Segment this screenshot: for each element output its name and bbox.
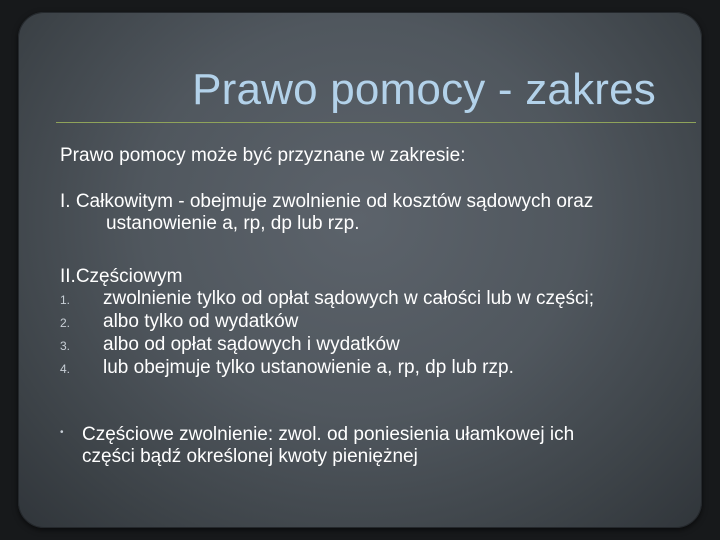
bullet-icon: • [60,427,64,438]
list-item [60,357,700,380]
note-line-1: Częściowe zwolnienie: zwol. od poniesienia ułamkowej ich [82,424,575,446]
slide-title: Prawo pomocy - zakres [192,65,656,114]
note-line-2: części bądź określonej kwoty pieniężnej [82,446,418,468]
list-number: 1. [60,293,71,307]
list-number: 2. [60,316,71,330]
slide-card [18,12,702,528]
intro-text: Prawo pomocy może być przyznane w zakresie: [60,145,466,166]
list-item-text: lub obejmuje tylko ustanowienie a, rp, dp lub rzp. [103,357,514,378]
list-item-text: albo tylko od wydatków [103,311,299,332]
list-item [60,334,700,357]
section-1-line-1: I. Całkowitym - obejmuje zwolnienie od kosztów sądowych oraz [60,191,594,212]
list-item [60,311,700,334]
note-bullet-item [60,424,700,446]
section-2-heading: II.Częściowym [60,266,183,287]
list-number: 4. [60,362,71,376]
list-number: 3. [60,339,71,353]
section-1-line-2: ustanowienie a, rp, dp lub rzp. [106,213,360,234]
title-divider [56,122,696,123]
list-item [60,288,700,311]
list-item-text: albo od opłat sądowych i wydatków [103,334,400,355]
slide-body [60,145,700,468]
list-item-text: zwolnienie tylko od opłat sądowych w całości lub w części; [103,288,595,309]
